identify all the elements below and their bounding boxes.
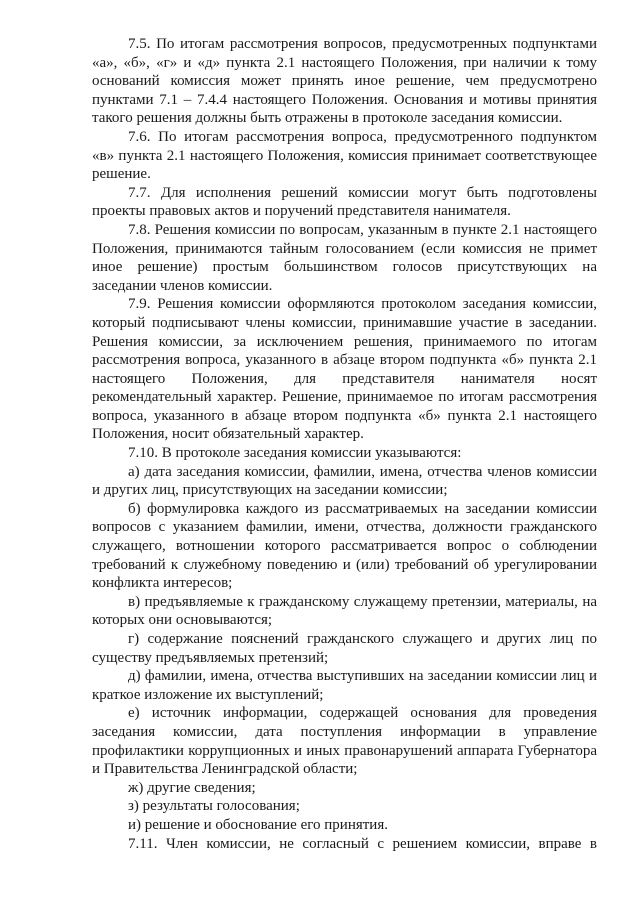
document-body (92, 35, 597, 853)
paragraph-7-11: 7.11. Член комиссии, не согласный с решением комиссии, вправе в (128, 835, 597, 852)
paragraph-7-6: 7.6. По итогам рассмотрения вопроса, предусмотренного подпунктом «в» пункта 2.1 настоящего Положения, комиссия принимает соответствующее решение. (92, 128, 597, 183)
list-item-e: е) источник информации, содержащей основания для проведения заседания комиссии, дата поступления информации в управление профилактики коррупционных и иных правонарушений аппарата Губернатора и Правительства Ленинградской области; (92, 705, 597, 778)
list-item-z: з) результаты голосования; (128, 798, 300, 815)
list-item-a: а) дата заседания комиссии, фамилии, имена, отчества членов комиссии и других лиц, присутствующих на заседании комиссии; (92, 463, 597, 499)
list-item-d: д) фамилии, имена, отчества выступивших на заседании комиссии лиц и краткое изложение их выступлений; (92, 668, 597, 703)
list-item-v: в) предъявляемые к гражданскому служащему претензии, материалы, на которых они основываются; (92, 593, 597, 629)
paragraph-7-7: 7.7. Для исполнения решений комиссии могут быть подготовлены проекты правовых актов и поручений представителя нанимателя. (92, 184, 597, 220)
paragraph-7-5: 7.5. По итогам рассмотрения вопросов, предусмотренных подпунктами «а», «б», «г» и «д» пункта 2.1 настоящего Положения, при наличии к тому оснований комиссия может принять иное решение, чем предусмотрено пунктами 7.1 – 7.4.4 настоящего Положения. Основания и мотивы принятия такого решения должны быть отражены в протоколе заседания комиссии. (92, 36, 597, 127)
list-item-i: и) решение и обоснование его принятия. (128, 816, 388, 833)
paragraph-7-10: 7.10. В протоколе заседания комиссии указываются: (128, 445, 462, 462)
list-item-b: б) формулировка каждого из рассматриваемых на заседании комиссии вопросов с указанием фамилии, имени, отчества, должности гражданского служащего, вотношении которого рассматривается вопрос о соблюдении требований к служебному поведению и (или) требований об урегулировании конфликта интересов; (92, 500, 597, 592)
paragraph-7-9: 7.9. Решения комиссии оформляются протоколом заседания комиссии, который подписывают члены комиссии, принимавшие участие в заседании. Решения комиссии, за исключением решения, принимаемого по итогам рассмотрения вопроса, указанного в абзаце втором подпункта «б» пункта 2.1 настоящего Положения, для представителя нанимателя носят рекомендательный характер. Решение, принимаемое по итогам рассмотрения вопроса, указанного в абзаце втором подпункта «б» пункта 2.1 настоящего Положения, носит обязательный характер. (92, 296, 597, 443)
paragraph-7-8: 7.8. Решения комиссии по вопросам, указанным в пункте 2.1 настоящего Положения, принимаются тайным голосованием (если комиссия не примет иное решение) простым большинством голосов присутствующих на заседании членов комиссии. (92, 221, 597, 294)
list-item-zh: ж) другие сведения; (128, 779, 256, 796)
list-item-g: г) содержание пояснений гражданского служащего и других лиц по существу предъявляемых претензий; (92, 631, 597, 666)
